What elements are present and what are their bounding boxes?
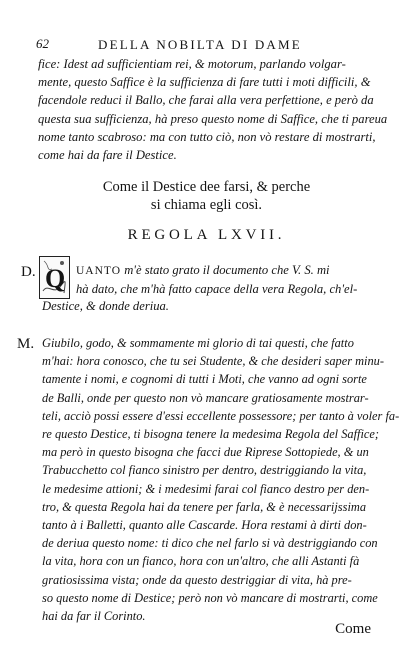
text-line: fice: Idest ad sufficientiam rei, & motorum, parlando volgar- bbox=[38, 57, 346, 71]
text-line: so questo nome di Destice; però non vò mancare di mostrarti, come bbox=[42, 590, 378, 605]
text-line: Destice, & donde deriua. bbox=[42, 299, 169, 313]
text-line: UANTO m'è stato grato il documento che V. S. mi bbox=[76, 263, 330, 277]
text-line: de deriua questo nome: ti dico che nel farlo si và destriggiando con bbox=[42, 536, 378, 551]
section-heading-line-2: si chiama egli così. bbox=[150, 197, 263, 213]
catchword: Come bbox=[335, 621, 371, 637]
text-line: m'hai: hora conosco, che tu sei Studente, & che desideri saper minu- bbox=[42, 354, 384, 369]
text-line: la vita, hora con un fianco, hora con un'altro, che alli Astanti fà bbox=[42, 554, 360, 569]
intro-paragraph bbox=[38, 55, 388, 164]
text-line: mente, questo Saffice è la sufficienza di fare tutti i moti difficili, & bbox=[38, 75, 371, 90]
text-line: tanto à i Balletti, quanto alle Cascarde. Hora restami à dirti don- bbox=[42, 518, 367, 533]
text-line: come hai da fare il Destice. bbox=[38, 148, 177, 163]
text-line: tro, & questa Regola hai da tenere per farla, & è necessarijssima bbox=[42, 499, 367, 514]
small-caps-lead: UANTO bbox=[76, 265, 122, 277]
text-line: questa sua sufficienza, hà preso questo nome di Saffice, che ti pareua bbox=[38, 111, 388, 126]
drop-cap-letter: Q bbox=[45, 264, 66, 293]
decorated-initial bbox=[39, 256, 70, 299]
disciple-speech bbox=[76, 261, 357, 298]
section-heading-line-1: Come il Destice dee farsi, & perche bbox=[102, 179, 311, 195]
text-line: ma però in questo bisogna che facci due Riprese Sottopiede, & un bbox=[42, 445, 369, 460]
text-line: facendole reduci il Ballo, che farai alla vera perfettione, e però da bbox=[38, 93, 374, 108]
text-line: le medesime attioni; & i medesimi farai col fianco destro per den- bbox=[42, 481, 370, 496]
text-line: hai da far il Corinto. bbox=[42, 609, 146, 624]
page-number: 62 bbox=[36, 36, 49, 51]
text-line: tamente i nomi, e cognomi di tutti i Moti, che vanno ad ogni sorte bbox=[42, 372, 367, 387]
text-line: teli, acciò possi essere d'essi eccellente possessore; per tanto à voler fa- bbox=[42, 408, 400, 423]
speaker-label-disciple: D. bbox=[21, 264, 36, 280]
text-line: Giubilo, godo, & sommamente mi glorio di tai questi, che fatto bbox=[42, 336, 354, 350]
text-line: Trabucchetto col fianco sinistro per dentro, destriggiando la vita, bbox=[42, 463, 367, 478]
running-title: DELLA NOBILTA DI DAME bbox=[98, 37, 302, 52]
rule-title: REGOLA LXVII. bbox=[127, 227, 286, 243]
running-head bbox=[36, 36, 376, 54]
disciple-speech-cont bbox=[42, 297, 169, 315]
text-line: gratiosissima vista; onde da questo destriggiar di vita, hà pre- bbox=[42, 572, 352, 587]
master-speech bbox=[42, 334, 405, 625]
speaker-label-master: M. bbox=[17, 336, 35, 352]
text-line: nome tanto scabroso: ma con tutto ciò, non vò restare di mostrarti, bbox=[38, 129, 376, 144]
text-line: re questo Destice, ti bisogna tenere la medesima Regola del Saffice; bbox=[42, 427, 380, 442]
text-line: hà dato, che m'hà fatto capace della vera Regola, ch'el- bbox=[76, 282, 358, 297]
text-line: de Balli, onde per questo non vò mancare gratiosamente mostrar- bbox=[42, 390, 369, 405]
